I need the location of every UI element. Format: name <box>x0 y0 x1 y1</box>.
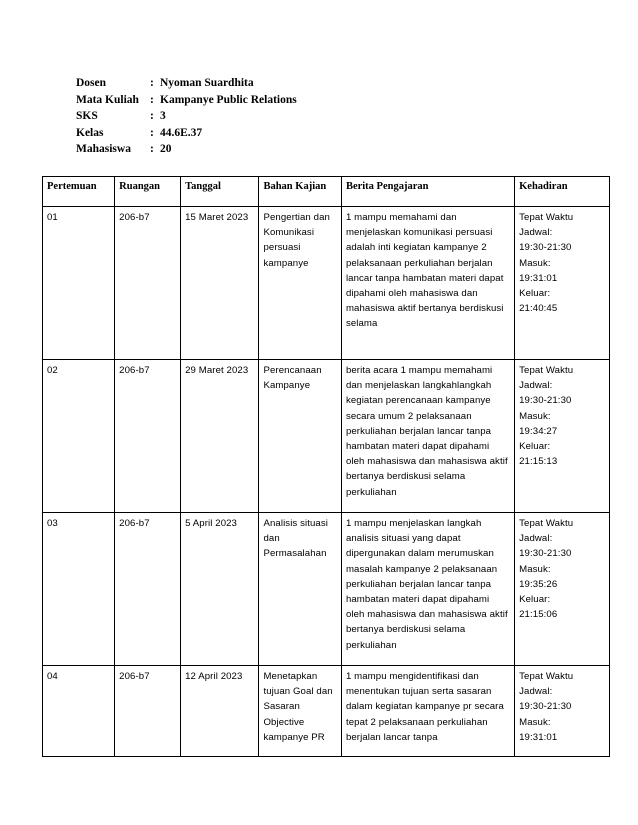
attendance-table <box>42 176 610 757</box>
cell-tanggal: 15 Maret 2023 <box>181 207 259 360</box>
kehadiran-line: Masuk: <box>519 410 551 422</box>
kehadiran-line: 21:15:13 <box>519 456 558 468</box>
cell-bahan-kajian: Pengertian dan Komunikasi persuasi kampanye <box>259 207 341 360</box>
kehadiran-line: Keluar: <box>519 594 551 606</box>
table-row <box>43 666 610 757</box>
header-label: SKS <box>76 110 98 123</box>
cell-ruangan: 206-b7 <box>115 513 181 666</box>
course-header <box>76 75 297 158</box>
header-colon: : <box>150 110 154 123</box>
cell-berita-pengajaran: 1 mampu menjelaskan langkah analisis situasi yang dapat dipergunakan dalam merumuskan masalah kampanye 2 pelaksanaan perkuliahan berjalan lancar tanpa hambatan materi dapat dipahami oleh mahasiswa dan mahasiswa aktif bertanya berdiskusi selama perkuliahan <box>341 513 514 666</box>
cell-tanggal: 29 Maret 2023 <box>181 360 259 513</box>
cell-kehadiran <box>515 513 610 666</box>
column-header-kehadiran: Kehadiran <box>515 177 610 207</box>
cell-tanggal: 5 April 2023 <box>181 513 259 666</box>
table-header-row <box>43 177 610 207</box>
header-row-matkul <box>76 92 297 109</box>
kehadiran-line: 19:34:27 <box>519 425 558 437</box>
kehadiran-line: Masuk: <box>519 257 551 269</box>
kehadiran-line: Jadwal: <box>519 533 553 545</box>
kehadiran-line: Jadwal: <box>519 380 553 392</box>
header-value: 20 <box>160 143 172 156</box>
cell-kehadiran <box>515 666 610 757</box>
cell-berita-pengajaran: 1 mampu memahami dan menjelaskan komunikasi persuasi adalah inti kegiatan kampanye 2 pelaksanaan perkuliahan berjalan lancar tanpa hambatan materi dapat dipahami oleh mahasiswa dan mahasiswa aktif bertanya berdiskusi selama <box>341 207 514 360</box>
header-value: 44.6E.37 <box>160 126 203 139</box>
cell-bahan-kajian: Menetapkan tujuan Goal dan Sasaran Objective kampanye PR <box>259 666 341 757</box>
cell-kehadiran <box>515 207 610 360</box>
header-colon: : <box>150 77 154 89</box>
header-row-kelas <box>76 125 297 142</box>
cell-pertemuan: 02 <box>43 360 115 513</box>
kehadiran-line: Masuk: <box>519 563 551 575</box>
kehadiran-line: 19:30-21:30 <box>519 395 572 407</box>
kehadiran-line: Keluar: <box>519 441 551 453</box>
cell-bahan-kajian: Perencanaan Kampanye <box>259 360 341 513</box>
kehadiran-line: Jadwal: <box>519 227 553 239</box>
cell-ruangan: 206-b7 <box>115 207 181 360</box>
header-value: 3 <box>160 110 166 123</box>
header-label: Mahasiswa <box>76 143 131 156</box>
kehadiran-line: 19:31:01 <box>519 731 558 743</box>
kehadiran-status: Tepat Waktu <box>519 518 574 529</box>
column-header-tanggal: Tanggal <box>181 177 259 207</box>
kehadiran-line: 19:30-21:30 <box>519 701 572 713</box>
kehadiran-line: 21:15:06 <box>519 609 558 621</box>
header-label: Dosen <box>76 77 107 89</box>
kehadiran-line: 19:31:01 <box>519 272 558 284</box>
header-row-mahasiswa <box>76 141 297 158</box>
header-value: Nyoman Suardhita <box>160 77 254 89</box>
cell-berita-pengajaran: berita acara 1 mampu memahami dan menjelaskan langkahlangkah kegiatan perencanaan kampanye secara umum 2 pelaksanaan perkuliahan berjalan lancar tanpa hambatan materi dapat dipahami oleh mahasiswa dan mahasiswa aktif bertanya berdiskusi selama perkuliahan <box>341 360 514 513</box>
kehadiran-line: 21:40:45 <box>519 303 558 315</box>
header-colon: : <box>150 126 154 139</box>
table-row <box>43 513 610 666</box>
column-header-ruangan: Ruangan <box>115 177 181 207</box>
column-header-bahan-kajian: Bahan Kajian <box>259 177 341 207</box>
header-row-dosen <box>76 75 297 92</box>
kehadiran-line: 19:35:26 <box>519 578 558 590</box>
kehadiran-status: Tepat Waktu <box>519 365 574 376</box>
kehadiran-status: Tepat Waktu <box>519 671 574 682</box>
cell-ruangan: 206-b7 <box>115 360 181 513</box>
cell-berita-pengajaran: 1 mampu mengidentifikasi dan menentukan tujuan serta sasaran dalam kegiatan kampanye pr secara tepat 2 pelaksanaan perkuliahan berjalan lancar tanpa <box>341 666 514 757</box>
cell-bahan-kajian: Analisis situasi dan Permasalahan <box>259 513 341 666</box>
kehadiran-status: Tepat Waktu <box>519 212 574 223</box>
cell-ruangan: 206-b7 <box>115 666 181 757</box>
column-header-pertemuan: Pertemuan <box>43 177 115 207</box>
header-colon: : <box>150 93 154 106</box>
table-row <box>43 207 610 360</box>
column-header-berita-pengajaran: Berita Pengajaran <box>341 177 514 207</box>
table-row <box>43 360 610 513</box>
cell-tanggal: 12 April 2023 <box>181 666 259 757</box>
cell-pertemuan: 04 <box>43 666 115 757</box>
kehadiran-line: Jadwal: <box>519 686 553 698</box>
header-label: Kelas <box>76 126 104 139</box>
header-colon: : <box>150 143 154 156</box>
kehadiran-line: Masuk: <box>519 716 551 728</box>
header-value: Kampanye Public Relations <box>160 93 297 106</box>
cell-kehadiran <box>515 360 610 513</box>
header-label: Mata Kuliah <box>76 93 139 106</box>
header-row-sks <box>76 108 297 125</box>
kehadiran-line: Keluar: <box>519 288 551 300</box>
cell-pertemuan: 03 <box>43 513 115 666</box>
kehadiran-line: 19:30-21:30 <box>519 548 572 560</box>
kehadiran-line: 19:30-21:30 <box>519 242 572 254</box>
cell-pertemuan: 01 <box>43 207 115 360</box>
